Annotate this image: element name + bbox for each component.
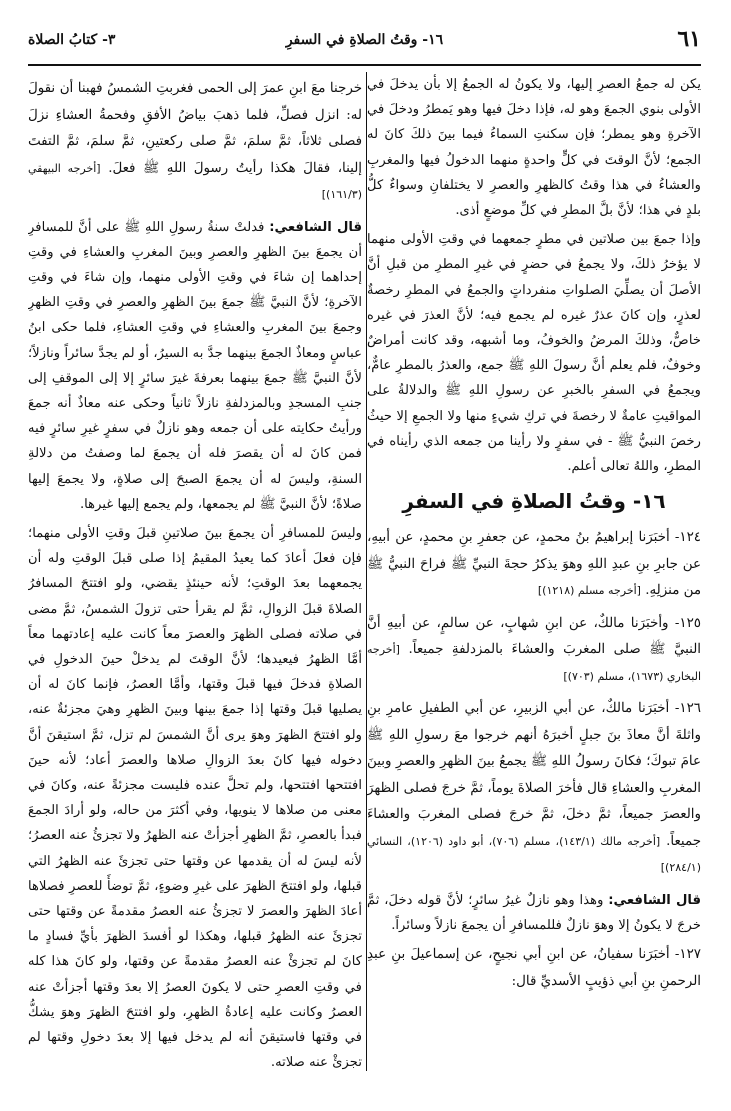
citation: [أخرجه البخاري (١٦٧٣)، مسلم (٧٠٣)] — [367, 643, 701, 683]
speaker-label: قال الشافعي: — [269, 219, 362, 235]
citation: [أخرجه البيهقي (١٦١/٣)] — [28, 161, 362, 201]
paragraph: وليسَ للمسافرِ أن يجمعَ بينَ صلاتينِ قبلَ وقتِ الأولى منهما؛ فإن فعلَ أعادَ كما يعيدُ المقيمُ إذا صلى قبلَ الوقتِ وله أن يجمعهما بعدَ الوقتِ؛ لأنه حينئذٍ يقضي، ولو افتتحَ المسافرُ الصلاةَ قبلَ الزوالِ، ثمَّ لم يقرأ حتى تزولَ الشمسُ، ثمَّ مضى في صلاته فصلى الظهرَ والعصرَ معاً كانت عليه إعادتهما معاً أمَّا الظهرُ فيعيدها؛ لأنَّ الوقتَ لم يدخلْ حينَ الدخولِ في الصلاةِ فدخلَ فيها قبلَ وقتها، وأمَّا العصرُ، فإنما كانَ له أن يصليها قبلَ وقتها إذا جمعَ بينها وبينَ الظهرِ وهيَ مجزئةٌ عنه، ولو افتتحَ الظهرَ وهوَ يرى أنَّ الشمسَ لم تزل، ثمَّ استيقنَ أنَّ دخوله فيها كانَ بعدَ الزوالِ صلاها والعصرَ أعاد؛ لأنه حينَ افتتحها افتتحها، ولم تحلَّ عنده فليست مجزئةً عنه، وكانَ في معنى من صلاها لا ينويها، وفي أكثرَ من حاله، ولو أرادَ الجمعَ فبدأ بالعصرِ، ثمَّ الظهرِ أجزأتْ عنه الظهرُ ولا تجزئُ عنه العصرُ؛ لأنه ليسَ له أن يقدمها عن وقتها حتى تجزئَ عنه الظهرُ التي قبلها، ولو افتتحَ الظهرَ على غيرِ وضوءٍ، ثمَّ توضأَ للعصرِ فصلاها أعادَ الظهرَ والعصرَ لا تجزئُ عنه العصرُ مقدمةً عن وقتها حتى تجزئَ عنه الظهرُ قبلها، وهكذا لو أفسدَ الظهرَ بأيِّ فسادٍ ما كانَ لم تجزئْ عنه العصرُ مقدمةً عن وقتها، ولو كانَ هذا كله في وقتِ العصرِ حتى لا يكونَ العصرُ إلا بعدَ وقتها أجزأتْ عنه العصرُ وكانت عليه إعادةُ الظهرِ، ولو افتتحَ الظهرَ وهوَ يشكُّ في وقتها فاستيقنَ أنه لم يدخل فيها إلا بعدَ دخولِ وقتها لم تجزئْ عنه صلاته. — [28, 525, 362, 1071]
column-divider — [366, 72, 367, 1071]
commentary-text: وهذا وهو نازلٌ غيرُ سائرٍ؛ لأنَّ قوله دخلَ، ثمَّ خرجَ لا يكونُ إلا وهوَ نازلٌ فللمسافرِ أن يجمعَ نازلاً وسائراً. — [367, 892, 701, 933]
citation: [أخرجه مالك (١٤٣/١)، مسلم (٧٠٦)، أبو داود (١٢٠٦)، النسائي (٢٨٤/١)] — [367, 834, 701, 875]
hadith-text: ١٢٧- أخبَرَنا سفيانُ، عن ابنِ أبي نجيحٍ، عن إسماعيلَ بنِ عبدِ الرحمنِ بنِ أبي ذؤيبٍ الأسديِّ قال: — [367, 947, 701, 989]
commentary — [28, 215, 362, 517]
hadith-text: ١٢٦- أخبَرَنا مالكٌ، عن أبي الزبيرِ، عن أبي الطفيلِ عامرِ بنِ واثلةَ أنَّ معاذَ بنَ جبلٍ أخبرَهُ أنهم خرجوا معَ رسولِ اللهِ ﷺ عامَ تبوكَ؛ فكانَ رسولُ اللهِ ﷺ يجمعُ بينَ الظهرِ والعصرِ وبينَ المغربِ والعشاءِ قال فأخرَ الصلاةَ يوماً، ثمَّ خرجَ فصلى الظهرَ والعصرَ جميعاً، ثمَّ دخلَ، ثمَّ خرجَ فصلى المغربَ والعشاءَ جميعاً. — [367, 701, 701, 849]
hadith-127 — [367, 942, 701, 995]
paragraph: يكن له جمعُ العصرِ إليها، ولا يكونُ له الجمعُ إلا بأن يدخلَ في الأولى بنوي الجمعَ وهو له، فإذا دخلَ فيها وهو يَمطرُ ودخلَ في الآخرةِ وهو يمطر؛ فإن سكنتِ السماءُ فيما بينَ ذلكَ كانَ له الجمع؛ لأنَّ الوقتَ في كلٍّ واحدةٍ منهما الدخولُ فيها والمغربِ والعشاءُ في هذا وقتُ كالظهرِ والعصرِ لا يختلفانِ وسواءٌ كلُّ بلدٍ في هذا؛ لأنَّ بلَّ المطرِ في كلِّ موضعٍ أذى. — [367, 77, 701, 219]
paragraph: وإذا جمعَ بين صلاتين في مطرٍ جمعهما في وقتِ الأولى منهما لا يؤخرُ ذلكَ، ولا يجمعُ في حضرٍ في غيرِ المطرِ من قبلِ أنَّ الأصلَ أن يصلِّيَ الصلواتِ منفرداتٍ والجمعُ في المطرِ رخصةٌ لعذرٍ، وإن كانَ عذرٌ غيره لم يجمع فيه؛ لأنَّ العذرَ في غيره خاصٌّ، وذلكَ المرضُ والخوفُ، وما أشبهه، وقد كانت أمراضٌ وخوفٌ، فلم يعلم أنَّ رسولَ اللهِ ﷺ جمع، والعذرُ بالمطرِ عامٌّ، ويجمعُ في السفرِ بالخبرِ عن رسولِ اللهِ ﷺ والدلالةُ على المواقيتِ عامةٌ لا رخصةَ في تركِ شيءٍ منها ولا الجمعِ إلا حيثُ رخصَ النبيُّ ﷺ - في سفرٍ ولا رأينا من جمعه الذي رأيناه في المطرِ، واللهُ تعالى أعلم. — [367, 232, 701, 475]
commentary — [367, 888, 701, 938]
page-header — [28, 26, 701, 60]
hadith-125 — [367, 611, 701, 691]
commentary-text: فدلتْ سنةُ رسولِ اللهِ ﷺ على أنَّ للمسافرِ أن يجمعَ بينَ الظهرِ والعصرِ وبينَ المغربِ والعشاءِ في وقتِ إحداهما إن شاءَ في وقتِ الأولى منهما، وإن شاءَ في وقتِ الآخرةِ؛ لأنَّ النبيَّ ﷺ جمعَ بينَ الظهرِ والعصرِ في وقتِ الظهرِ وجمعَ بينَ المغربِ والعشاءِ في وقتِ العشاءِ، فلما حكى ابنُ عباسٍ ومعاذٌ الجمعَ بينهما جدَّ به السيرُ، أو لم يجدَّ سائراً ونازلاً؛ لأنَّ النبيَّ ﷺ جمعَ بينهما بعرفةَ غيرَ سائرٍ إلا إلى الموقفِ إلى جنبِ المسجدِ وبالمزدلفةِ نازلاً ثانياً وحكى عنه معاذٌ أنه جمعَ ورأيتُ حكايته على أن جمعه وهو نازلٌ في سفرٍ غيرِ سائرٍ فيه فمن كانَ له أن يقصرَ فله أن يجمعَ لما وصفتُ من دلالةِ السنةِ، وليسَ له أن يجمعَ الصبحَ إلى صلاةٍ، ولا يجمعَ إليها صلاةً؛ لأنَّ النبيَّ ﷺ لم يجمعها، ولم يجمع إليها غيرها. — [28, 219, 362, 512]
hadith-text: ١٢٥- وأخبَرَنا مالكٌ، عن ابنِ شهابٍ، عن سالمٍ، عن أبيهِ أنَّ النبيَّ ﷺ صلى المغربَ والعشاءَ بالمزدلفةِ جميعاً. — [367, 615, 701, 658]
hadith-127-continued — [28, 76, 362, 209]
running-chapter-title: ١٦- وقتُ الصلاةِ في السفرِ — [285, 32, 444, 48]
section-heading: ١٦- وقتُ الصلاةِ في السفرِ — [402, 489, 666, 514]
running-book-title: ٣- كتابُ الصلاة — [28, 32, 116, 48]
left-column — [28, 72, 362, 1083]
page-number: ٦١ — [677, 26, 701, 52]
hadith-126 — [367, 696, 701, 882]
hadith-text: ١٢٤- أخبَرَنا إبراهيمُ بنُ محمدٍ، عن جعفرِ بنِ محمدٍ، عن أبيهِ، عن جابرِ بنِ عبدِ اللهِ وهوَ يذكرُ حجةَ النبيِّ ﷺ فراحَ النبيُّ ﷺ من منزلِهِ. — [367, 530, 701, 599]
citation: [أخرجه مسلم (١٢١٨)] — [537, 584, 641, 598]
hadith-124 — [367, 525, 701, 605]
hadith-text: خرجنا معَ ابنِ عمرَ إلى الحمى فغربتِ الشمسُ فهبنا أن نقولَ له: انزل فصلِّ، فلما ذهبَ بياضُ الأفقِ وفحمةُ العشاءِ نزلَ فصلى ثلاثاً، ثمَّ سلمَ، ثمَّ صلى ركعتينِ، ثمَّ سلمَ، ثمَّ التفتَ إلينا، فقالَ هكذا رأيتُ رسولَ اللهِ ﷺ فعلَ. — [28, 81, 362, 176]
header-rule — [28, 64, 701, 66]
right-column — [367, 72, 701, 1083]
speaker-label: قال الشافعي: — [608, 892, 701, 908]
